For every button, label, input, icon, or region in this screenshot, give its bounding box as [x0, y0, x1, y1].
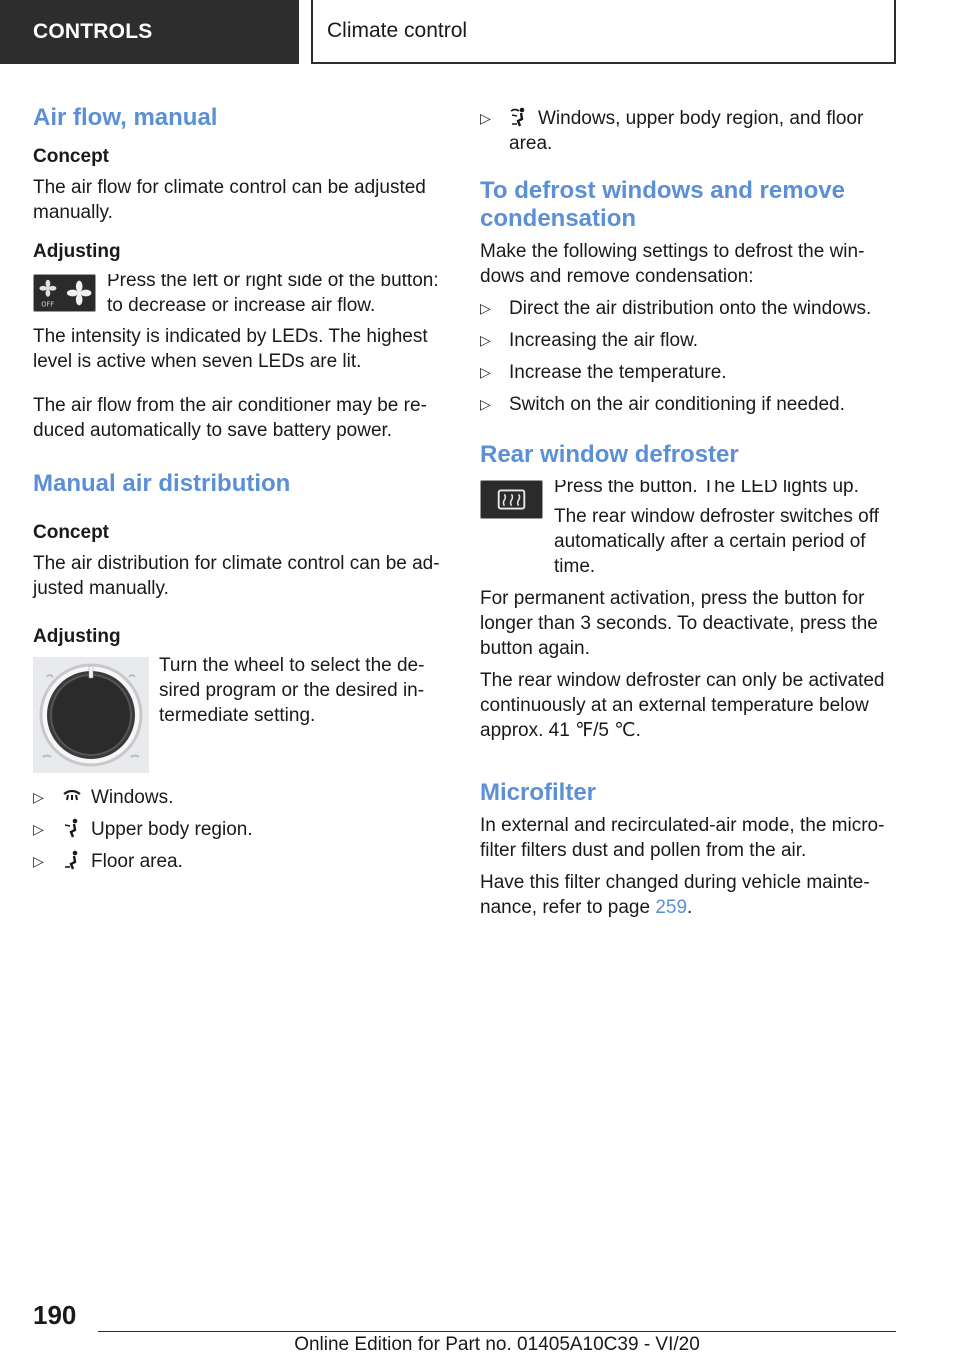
list-item: ▷ Windows. [33, 787, 174, 808]
left-column [33, 98, 443, 881]
list-item: ▷ Upper body region. [33, 819, 253, 840]
rear-auto-off-text: The rear window defroster switches off automatically after a certain period of time. [554, 506, 879, 577]
rear-defroster-block [480, 480, 890, 579]
list-item: ▷ Windows, upper body region, and floor area. [480, 108, 864, 154]
microfilter-change-suffix: . [687, 897, 693, 918]
fan-button-icon [33, 274, 96, 312]
footer-edition: Online Edition for Part no. 01405A10C39 - VI/20 [294, 1334, 700, 1355]
defrost-step: Increase the temperature. [509, 362, 727, 383]
section-title-defrost: To defrost windows and remove condensation [480, 177, 845, 232]
microfilter-text: In external and recirculated-air mode, the microfilter filters dust and pollen from the air. [480, 815, 885, 861]
rear-defroster-button-icon [480, 480, 543, 519]
dist-adjusting-heading: Adjusting [33, 626, 121, 647]
adjusting-heading: Adjusting [33, 241, 121, 262]
section-title-rear-defroster: Rear window defroster [480, 441, 739, 468]
dist-combined-list [480, 106, 890, 156]
defrost-steps-list [480, 296, 890, 417]
header-section-label: CONTROLS [0, 0, 299, 64]
section-title-microfilter: Microfilter [480, 779, 597, 806]
defrost-intro-text: Make the following settings to defrost the windows and remove condensation: [480, 241, 865, 287]
right-column [480, 98, 890, 920]
list-item: ▷ Floor area. [33, 851, 183, 872]
list-item: ▷ Increase the temperature. [480, 362, 727, 383]
floor-airflow-icon [62, 850, 82, 870]
airflow-battery-text: The air flow from the air conditioner may be reduced automatically to save battery power. [33, 395, 427, 441]
list-item: ▷ Direct the air distribution onto the windows. [480, 298, 872, 319]
section-title-air-flow: Air flow, manual [33, 104, 218, 131]
dist-item-windows: Windows. [91, 787, 174, 808]
dist-item-combined: Windows, upper body region, and floor area. [509, 108, 864, 154]
dist-adjust-text: Turn the wheel to select the desired program or the desired intermediate setting. [159, 657, 425, 726]
fan-off-label: OFF [41, 300, 55, 309]
airflow-led-text: The intensity is indicated by LEDs. The highest level is active when seven LEDs are lit. [33, 326, 428, 372]
airflow-concept-text: The air flow for climate control can be adjusted manually. [33, 177, 426, 223]
rear-permanent-text: For permanent activation, press the button for longer than 3 seconds. To deactivate, press the button again. [480, 588, 878, 659]
page-reference-link[interactable]: 259 [655, 897, 688, 918]
page-number: 190 [33, 1300, 77, 1330]
defrost-step: Direct the air distribution onto the windows. [509, 298, 872, 319]
air-distribution-wheel-icon [33, 657, 149, 773]
dist-item-upper-body: Upper body region. [91, 819, 253, 840]
rear-continuous-text: The rear window defroster can only be activated continuously at an external temperature below approx. 41 ℉/5 ℃. [480, 670, 885, 741]
rear-press-text: Press the button. The LED lights up. [554, 480, 859, 497]
dist-item-floor: Floor area. [91, 851, 183, 872]
defrost-step: Increasing the air flow. [509, 330, 699, 351]
concept-heading: Concept [33, 146, 109, 167]
upper-body-airflow-icon [62, 818, 82, 838]
header-chapter-title: Climate control [311, 0, 896, 64]
airflow-adjust-text: Press the left or right side of the button: to decrease or increase air flow. [107, 274, 439, 316]
microfilter-change-prefix: Have this filter changed during vehicle maintenance, refer to page [480, 872, 870, 918]
windows-airflow-icon [62, 786, 82, 806]
list-item: ▷ Switch on the air conditioning if needed. [480, 394, 845, 415]
airflow-adjust-block [33, 274, 443, 318]
dist-adjust-block [33, 657, 443, 773]
dist-concept-heading: Concept [33, 522, 109, 543]
defrost-step: Switch on the air conditioning if needed. [509, 394, 845, 415]
windows-body-floor-airflow-icon [509, 107, 529, 127]
dist-concept-text: The air distribution for climate control can be adjusted manually. [33, 553, 440, 599]
section-title-air-distribution: Manual air distribution [33, 470, 291, 497]
dist-options-list [33, 785, 443, 874]
list-item: ▷ Increasing the air flow. [480, 330, 699, 351]
microfilter-change-text [480, 870, 890, 920]
